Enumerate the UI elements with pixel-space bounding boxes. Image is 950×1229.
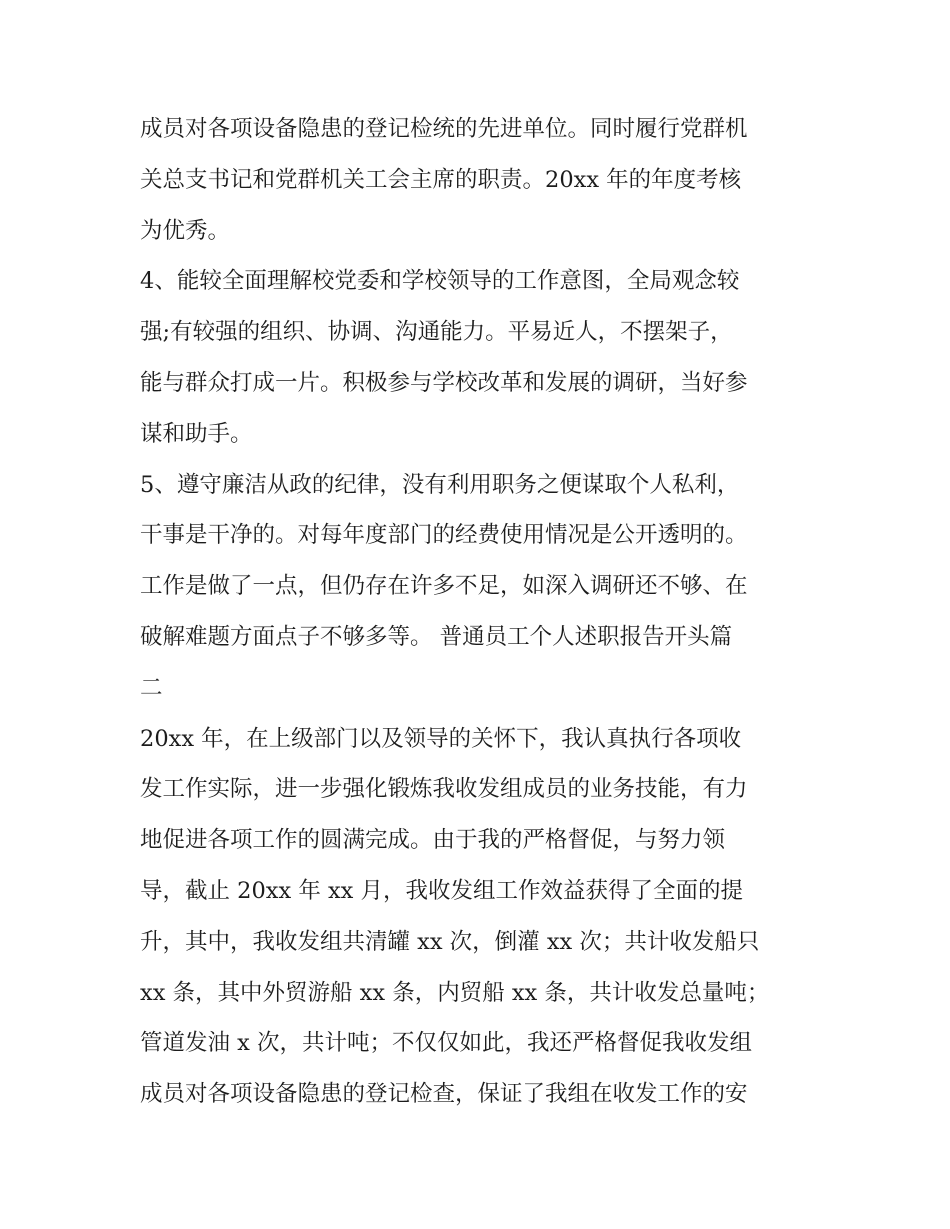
text-line-9: 干事是干净的。对每年度部门的经费使用情况是公开透明的。 — [140, 522, 748, 549]
text-line-17: 升，其中，我收发组共清罐 xx 次，倒灌 xx 次；共计收发船只 — [140, 928, 760, 955]
document-body — [140, 104, 820, 1120]
text-line-6: 能与群众打成一片。积极参与学校改革和发展的调研，当好参 — [140, 369, 748, 396]
text-line-8: 5、遵守廉洁从政的纪律，没有利用职务之便谋取个人私利， — [140, 471, 740, 498]
text-line-4: 4、能较全面理解校党委和学校领导的工作意图，全局观念较 — [140, 268, 740, 295]
text-line-19: 管道发油 x 次，共计吨；不仅仅如此，我还严格督促我收发组 — [140, 1030, 752, 1057]
text-line-10: 工作是做了一点，但仍存在许多不足，如深入调研还不够、在 — [140, 573, 748, 600]
text-line-5: 强;有较强的组织、协调、沟通能力。平易近人，不摆架子， — [140, 319, 733, 346]
text-line-12: 二 — [140, 674, 163, 701]
text-line-16: 导，截止 20xx 年 xx 月，我收发组工作效益获得了全面的提 — [140, 877, 743, 904]
text-line-2: 关总支书记和党群机关工会主席的职责。20xx 年的年度考核 — [140, 166, 742, 193]
text-line-11: 破解难题方面点子不够多等。 普通员工个人述职报告开头篇 — [140, 623, 733, 650]
text-line-18: xx 条，其中外贸游船 xx 条，内贸船 xx 条，共计收发总量吨； — [140, 979, 770, 1006]
text-line-13: 20xx 年，在上级部门以及领导的关怀下，我认真执行各项收 — [140, 725, 742, 752]
text-line-15: 地促进各项工作的圆满完成。由于我的严格督促，与努力领 — [140, 827, 726, 854]
text-line-14: 发工作实际，进一步强化锻炼我收发组成员的业务技能，有力 — [140, 776, 748, 803]
text-line-20: 成员对各项设备隐患的登记检查，保证了我组在收发工作的安 — [140, 1081, 748, 1108]
text-line-1: 成员对各项设备隐患的登记检统的先进单位。同时履行党群机 — [140, 116, 748, 142]
text-line-7: 谋和助手。 — [140, 420, 253, 447]
text-line-3: 为优秀。 — [140, 217, 231, 244]
